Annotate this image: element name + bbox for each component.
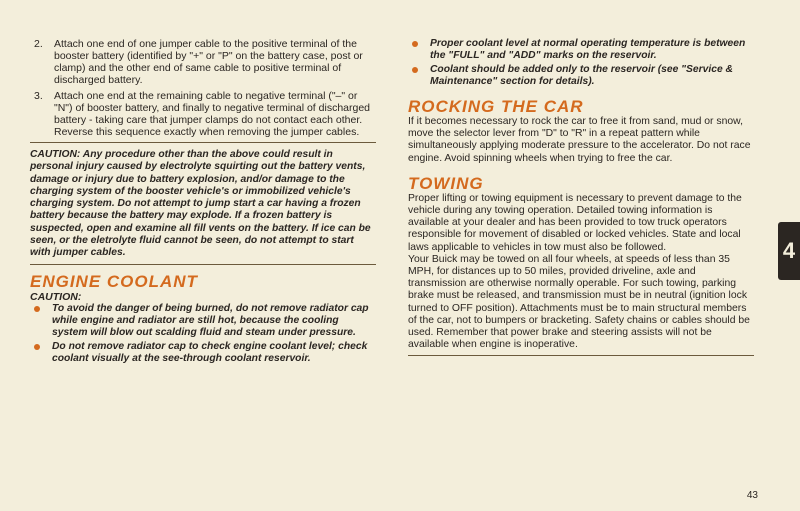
divider: [30, 142, 376, 143]
right-column: [408, 38, 754, 362]
left-column: [30, 38, 376, 367]
towing-paragraph: Your Buick may be towed on all four wheels, at speeds of less than 35 MPH, for distances up to 50 miles, provided driveline, axle and transmission are otherwise normally operable. For such towing, parking brake must be released, and transmission must be in neutral (ignition lock turned to OFF position). Attachments must be to main structural members of the car, not to bumpers or bracketing. Safety chains or cables should be used. Remember that power brake and steering assists will not be available when engine is inoperative.: [408, 253, 750, 351]
step-item: [30, 90, 376, 138]
bullet-text: Do not remove radiator cap to check engine coolant level; check coolant visually at the see-through coolant reservoir.: [52, 340, 368, 364]
bullet-dot-icon: [412, 41, 418, 47]
step-text: Attach one end at the remaining cable to negative terminal ("–" or "N") of booster battery, and finally to negative terminal of discharged battery - taking care that jumper clamps do not contact each other. Reverse this sequence exactly when removing the jumper cables.: [54, 90, 371, 138]
bullet-item: [30, 341, 376, 365]
step-number: 2.: [34, 38, 43, 50]
bullet-dot-icon: [34, 344, 40, 350]
page-number: 43: [746, 490, 758, 501]
step-text: Attach one end of one jumper cable to the positive terminal of the booster battery (identified by "+" or "P" on the battery case, post or clamp) and the other end of same cable to positive terminal of discharged battery.: [54, 38, 363, 86]
bullet-item: [408, 38, 754, 62]
towing-title: TOWING: [408, 173, 484, 193]
divider: [408, 355, 754, 356]
bullet-dot-icon: [412, 67, 418, 73]
bullet-text: Coolant should be added only to the reservoir (see "Service & Maintenance" section for details).: [430, 64, 733, 87]
rocking-text: If it becomes necessary to rock the car to free it from sand, mud or snow, move the selector lever from "D" to "R" in a repeat pattern while simultaneously applying moderate pressure to the accelerator. Do not race engine. Avoid spinning wheels when trying to free the car.: [408, 116, 751, 164]
step-item: [30, 38, 376, 86]
jump-steps-list: [30, 38, 376, 138]
coolant-caution-label: CAUTION:: [30, 290, 82, 303]
bullet-item: [408, 64, 754, 88]
bullet-item: [30, 303, 376, 339]
section-tab: 4: [778, 222, 800, 280]
step-number: 3.: [34, 90, 43, 102]
towing-paragraph: Proper lifting or towing equipment is necessary to prevent damage to the vehicle during any towing operation. Detailed towing information is available at your dealer and has been provided to tow truck operators responsible for movement of disabled or locked vehicles. State and local laws applicable to vehicles in tow must also be followed.: [408, 192, 742, 253]
bullet-dot-icon: [34, 306, 40, 312]
divider: [30, 264, 376, 265]
jump-caution: CAUTION: Any procedure other than the above could result in personal injury caused by electrolyte squirting out the battery vents, damage or injury due to battery explosion, and/or damage to the charging system of the booster vehicle's or immobilized vehicle's charging system. Do not attempt to jump start a car having a frozen battery because the battery may explode. If a frozen battery is suspected, open and examine all fill vents on the battery. If ice can be seen, or the eletrolyte fluid cannot be seen, do not attempt to start with jumper cables.: [30, 149, 371, 259]
bullet-text: To avoid the danger of being burned, do not remove radiator cap while engine and radiator are still hot, because the cooling system will blow out scalding fluid and steam under pressure.: [52, 302, 369, 338]
engine-coolant-title: ENGINE COOLANT: [30, 271, 198, 291]
coolant-bullets-continued: [408, 38, 754, 88]
bullet-text: Proper coolant level at normal operating temperature is between the "FULL" and "ADD" marks on the reservoir.: [430, 38, 746, 61]
coolant-bullets: [30, 303, 376, 365]
rocking-title: ROCKING THE CAR: [408, 97, 584, 116]
